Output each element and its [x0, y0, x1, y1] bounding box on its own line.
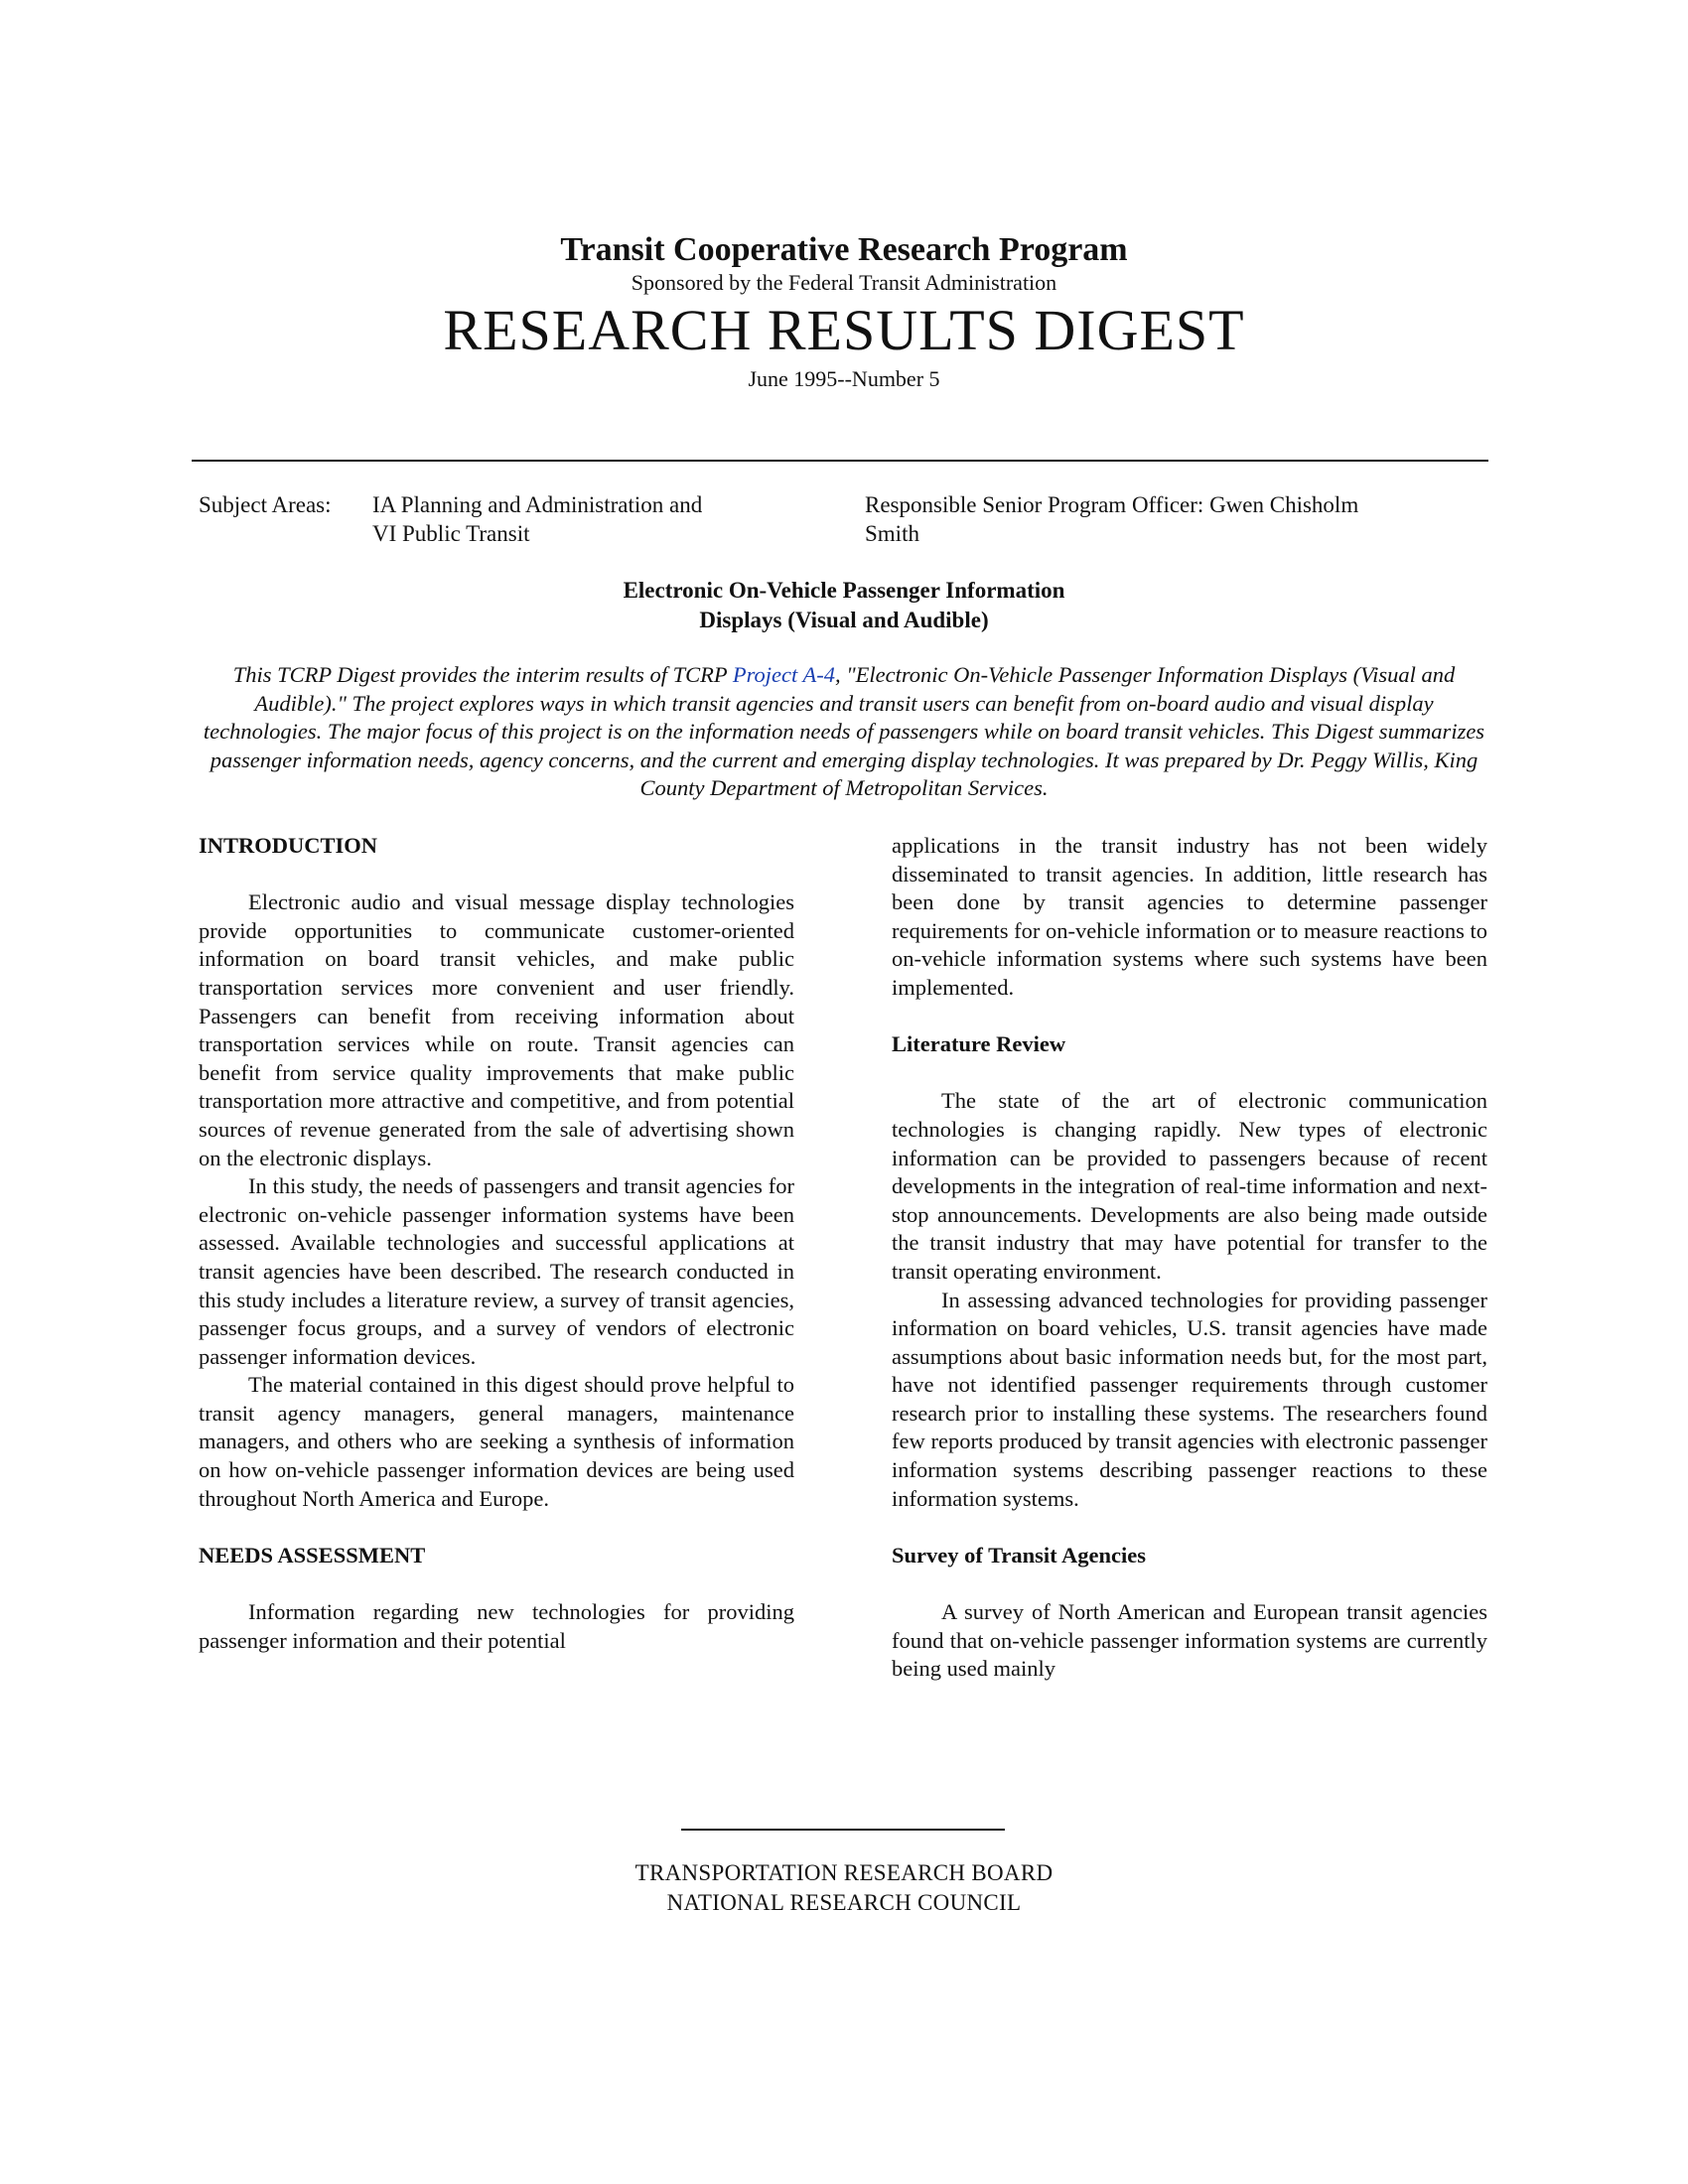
article-title-line: Displays (Visual and Audible)	[699, 608, 989, 632]
top-divider	[192, 460, 1488, 462]
section-heading: INTRODUCTION	[199, 833, 378, 858]
program-name: Transit Cooperative Research Program	[560, 231, 1128, 268]
abstract	[199, 661, 1489, 803]
subsection-heading: Literature Review	[892, 1031, 1066, 1057]
footer-line: NATIONAL RESEARCH COUNCIL	[666, 1890, 1022, 1915]
abstract-text: , "Electronic On-Vehicle Passenger Information Displays (Visual and Audible)." The project explores ways in which transit agencies and transit users can benefit from on-board audio and visual display technologies. The major focus of this project is on the information needs of passengers while on board transit vehicles. This Digest summarizes passenger information needs, agency concerns, and the current and emerging display technologies. It was prepared by Dr. Peggy Willis, King County Department of Metropolitan Services.	[203, 662, 1485, 800]
paragraph: Electronic audio and visual message display technologies provide opportunities to communicate customer-oriented information on board transit vehicles, and make public transportation services more convenient and user friendly. Passengers can benefit from receiving information about transportation services while on route. Transit agencies can benefit from service quality improvements that make public transportation more attractive and competitive, and from potential sources of revenue generated from the sale of advertising shown on the electronic displays.	[199, 889, 794, 1170]
issue-date: June 1995--Number 5	[748, 366, 940, 391]
paragraph: applications in the transit industry has not been widely disseminated to transit agencies. In addition, little research has been done by transit agencies to determine passenger requirements for on-vehicle information or to measure reactions to on-vehicle information systems where such systems have been implemented.	[892, 833, 1487, 1000]
project-link[interactable]: Project A-4	[732, 662, 835, 687]
right-column	[892, 832, 1487, 1684]
left-column	[199, 832, 794, 1655]
officer-line: Smith	[865, 521, 919, 546]
article-title	[0, 576, 1688, 635]
paragraph: In this study, the needs of passengers and transit agencies for electronic on-vehicle passenger information systems have been assessed. Available technologies and successful applications at transit agencies have been described. The research conducted in this study includes a literature review, a survey of transit agencies, passenger focus groups, and a survey of vendors of electronic passenger information devices.	[199, 1173, 794, 1369]
paragraph: The state of the art of electronic communication technologies is changing rapidly. New types of electronic information can be provided to passengers because of recent developments in the integration of real-time information and next-stop announcements. Developments are also being made outside the transit industry that may have potential for transfer to the transit operating environment.	[892, 1088, 1487, 1284]
subsection-heading: Survey of Transit Agencies	[892, 1542, 1147, 1568]
digest-title: RESEARCH RESULTS DIGEST	[443, 298, 1245, 362]
subject-line: IA Planning and Administration and	[372, 492, 703, 517]
article-title-line: Electronic On-Vehicle Passenger Information	[623, 578, 1065, 603]
program-officer	[865, 490, 1421, 548]
paragraph: The material contained in this digest should prove helpful to transit agency managers, general managers, maintenance managers, and others who are seeking a synthesis of information on how on-vehicle passenger information devices are being used throughout North America and Europe.	[199, 1372, 794, 1511]
masthead	[0, 230, 1688, 393]
sponsor-line: Sponsored by the Federal Transit Administration	[631, 270, 1057, 295]
officer-line: Responsible Senior Program Officer: Gwen Chisholm	[865, 492, 1359, 517]
abstract-text: This TCRP Digest provides the interim results of TCRP	[232, 662, 733, 687]
section-heading: NEEDS ASSESSMENT	[199, 1542, 426, 1568]
footer-divider	[681, 1829, 1005, 1831]
paragraph: Information regarding new technologies for providing passenger information and their potential	[199, 1599, 794, 1653]
paragraph: A survey of North American and European transit agencies found that on-vehicle passenger information systems are currently being used mainly	[892, 1599, 1487, 1682]
subject-areas	[199, 490, 755, 548]
footer	[0, 1858, 1688, 1918]
footer-line: TRANSPORTATION RESEARCH BOARD	[634, 1860, 1054, 1885]
paragraph: In assessing advanced technologies for providing passenger information on board vehicles, U.S. transit agencies have made assumptions about basic information needs but, for the most part, have not identified passenger requirements through customer research prior to installing these systems. The researchers found few reports produced by transit agencies with electronic passenger information systems describing passenger reactions to these information systems.	[892, 1287, 1487, 1511]
subject-label: Subject Areas:	[199, 492, 332, 517]
subject-values	[372, 490, 702, 548]
subject-line: VI Public Transit	[372, 521, 530, 546]
